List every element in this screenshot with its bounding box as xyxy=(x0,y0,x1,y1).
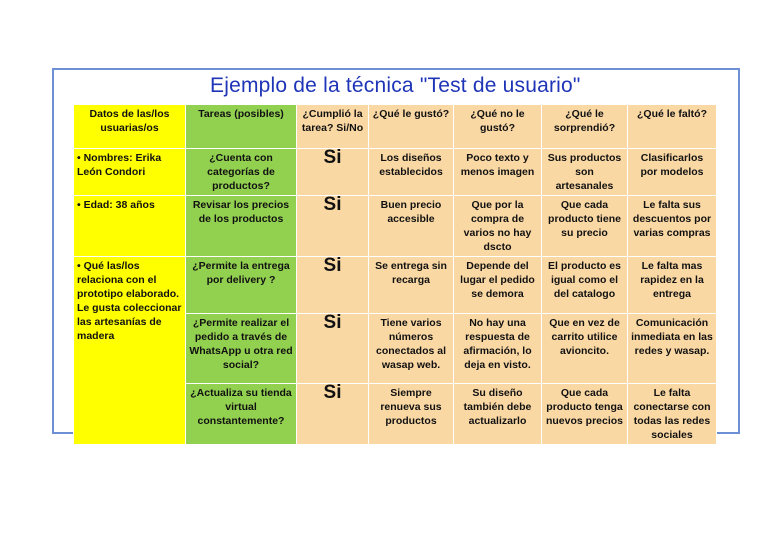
missing-cell: Le falta mas rapidez en la entrega xyxy=(628,257,717,314)
surprised-cell: Que en vez de carrito utilice avioncito. xyxy=(542,314,628,384)
disliked-cell: Su diseño también debe actualizarlo xyxy=(454,384,542,445)
header-liked: ¿Qué le gustó? xyxy=(369,105,454,149)
done-cell: Si xyxy=(297,257,369,314)
relation-answer: Le gusta coleccionar las artesanías de madera xyxy=(77,302,182,342)
table-row xyxy=(74,257,717,314)
header-user-data: Datos de las/los usuarias/os xyxy=(74,105,186,149)
table-row xyxy=(74,149,717,196)
header-surprised: ¿Qué le sorprendió? xyxy=(542,105,628,149)
done-cell: Si xyxy=(297,314,369,384)
liked-cell: Los diseños establecidos xyxy=(369,149,454,196)
table-row xyxy=(74,196,717,257)
header-missing: ¿Qué le faltó? xyxy=(628,105,717,149)
task-cell: ¿Permite la entrega por delivery ? xyxy=(186,257,297,314)
liked-cell: Se entrega sin recarga xyxy=(369,257,454,314)
task-cell: ¿Cuenta con categorías de productos? xyxy=(186,149,297,196)
missing-cell: Le falta conectarse con todas las redes sociales xyxy=(628,384,717,445)
liked-cell: Buen precio accesible xyxy=(369,196,454,257)
missing-cell: Clasificarlos por modelos xyxy=(628,149,717,196)
task-cell: ¿Permite realizar el pedido a través de WhatsApp u otra red social? xyxy=(186,314,297,384)
header-done: ¿Cumplió la tarea? Si/No xyxy=(297,105,369,149)
surprised-cell: Que cada producto tiene su precio xyxy=(542,196,628,257)
header-tasks: Tareas (posibles) xyxy=(186,105,297,149)
surprised-cell: Sus productos son artesanales xyxy=(542,149,628,196)
missing-cell: Comunicación inmediata en las redes y wasap. xyxy=(628,314,717,384)
disliked-cell: Poco texto y menos imagen xyxy=(454,149,542,196)
done-cell: Si xyxy=(297,384,369,445)
header-row xyxy=(74,105,717,149)
usability-test-table xyxy=(73,104,717,445)
user-relation xyxy=(74,257,186,445)
user-name: • Nombres: Erika León Condori xyxy=(74,149,186,196)
task-cell: Revisar los precios de los productos xyxy=(186,196,297,257)
surprised-cell: Que cada producto tenga nuevos precios xyxy=(542,384,628,445)
done-cell: Si xyxy=(297,149,369,196)
surprised-cell: El producto es igual como el del catalogo xyxy=(542,257,628,314)
disliked-cell: Depende del lugar el pedido se demora xyxy=(454,257,542,314)
done-cell: Si xyxy=(297,196,369,257)
disliked-cell: Que por la compra de varios no hay dscto xyxy=(454,196,542,257)
liked-cell: Siempre renueva sus productos xyxy=(369,384,454,445)
page-title: Ejemplo de la técnica "Test de usuario" xyxy=(210,74,581,97)
missing-cell: Le falta sus descuentos por varias compras xyxy=(628,196,717,257)
relation-question: • Qué las/los relaciona con el prototipo elaborado. xyxy=(77,260,180,300)
header-disliked: ¿Qué no le gustó? xyxy=(454,105,542,149)
user-age: • Edad: 38 años xyxy=(74,196,186,257)
disliked-cell: No hay una respuesta de afirmación, lo deja en visto. xyxy=(454,314,542,384)
liked-cell: Tiene varios números conectados al wasap web. xyxy=(369,314,454,384)
task-cell: ¿Actualiza su tienda virtual constantemente? xyxy=(186,384,297,445)
